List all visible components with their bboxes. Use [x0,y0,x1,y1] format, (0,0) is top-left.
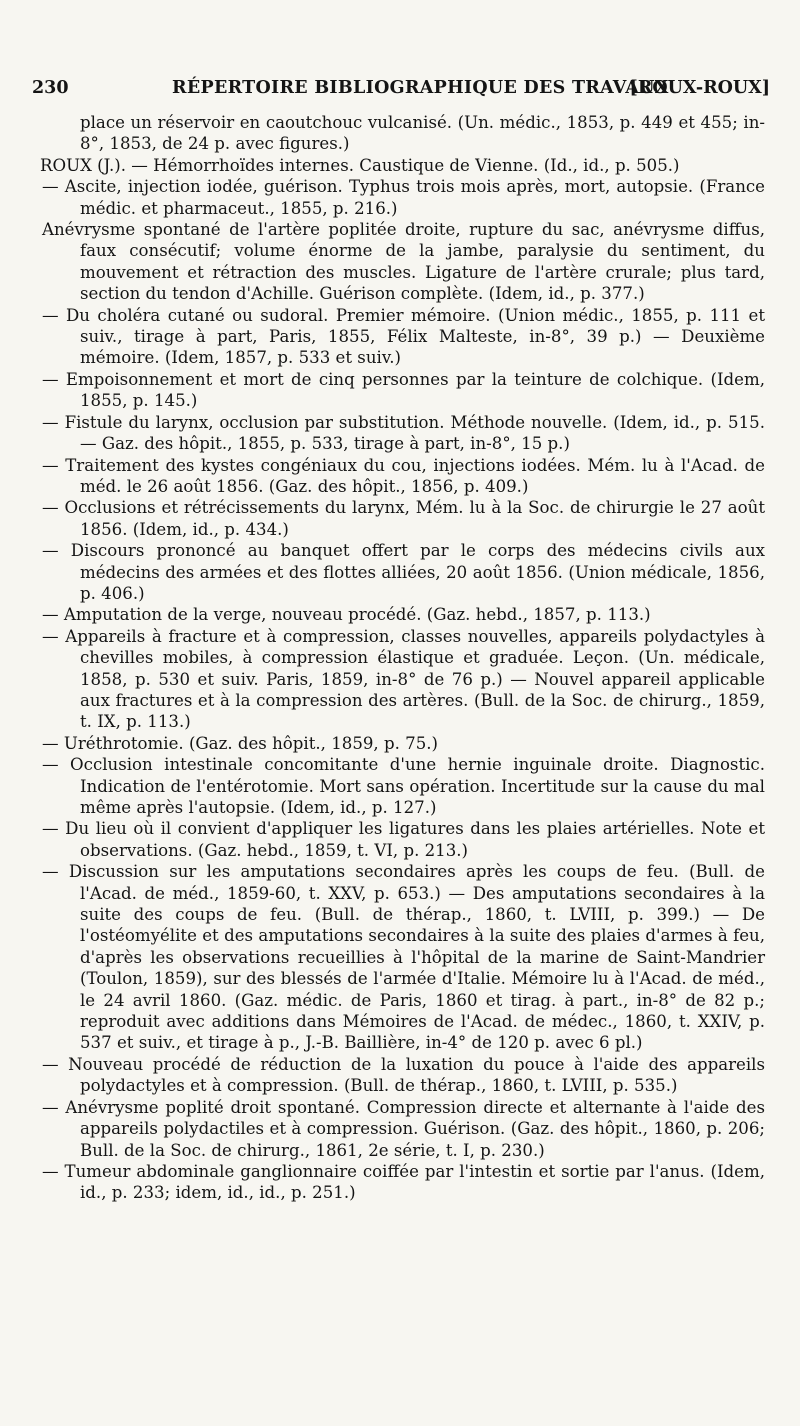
bibliography-entry: — Du lieu où il convient d'appliquer les ligatures dans les plaies artérielles. Note et observations. (Gaz. hebd., 1859, t. VI, p. 213.) [42,819,765,860]
bibliography-entry: — Traitement des kystes congéniaux du cou, injections iodées. Mém. lu à l'Acad. de méd. le 26 août 1856. (Gaz. des hôpit., 1856, p. 409.) [42,455,765,496]
bibliography-entry: — Du choléra cutané ou sudoral. Premier mémoire. (Union médic., 1855, p. 111 et suiv., tirage à part, Paris, 1855, Félix Malteste, in-8°, 39 p.) — Deuxième mémoire. (Idem, 1857, p. 533 et suiv.) [42,305,765,368]
bibliography-body [40,112,765,1204]
bibliography-entry: — Empoisonnement et mort de cinq personnes par la teinture de colchique. (Idem, 1855, p. 145.) [42,369,765,411]
bibliography-entry: — Fistule du larynx, occlusion par substitution. Méthode nouvelle. (Idem, id., p. 515. — Gaz. des hôpit., 1855, p. 533, tirage à part, in-8°, 15 p.) [42,412,765,454]
running-header [32,78,770,108]
bibliography-entry: — Uréthrotomie. (Gaz. des hôpit., 1859, p. 75.) [42,733,439,753]
bibliography-entry: — Discussion sur les amputations secondaires après les coups de feu. (Bull. de l'Acad. de méd., 1859-60, t. XXV, p. 653.) — Des amputations secondaires à la suite des coups de feu. (Bull. de thérap., 1860, t. LVIII, p. 399.) — De l'ostéomyélite et des amputations secondaires à la suite des plaies d'armes à feu, d'après les observations recueillies à l'hôpital de la marine de Saint-Mandrier (Toulon, 1859), sur des blessés de l'armée d'Italie. Mémoire lu à l'Acad. de méd., le 24 avril 1860. (Gaz. médic. de Paris, 1860 et tirag. à part., in-8° de 82 p.; reproduit avec additions dans Mémoires de l'Acad. de médec., 1860, t. XXIV, p. 537 et suiv., et tirage à p., J.-B. Baillière, in-4° de 120 p. avec 6 pl.) [42,862,765,1053]
bibliography-entry: place un réservoir en caoutchouc vulcanisé. (Un. médic., 1853, p. 449 et 455; in-8°, 1853, de 24 p. avec figures.) [80,113,765,154]
bibliography-entry: Anévrysme spontané de l'artère poplitée droite, rupture du sac, anévrysme diffus, faux consécutif; volume énorme de la jambe, paralysie du sentiment, du mouvement et rétraction des muscles. Ligature de l'artère crurale; plus tard, section du tendon d'Achille. Guérison complète. (Idem, id., p. 377.) [42,220,765,304]
bibliography-entry: — Tumeur abdominale ganglionnaire coiffée par l'intestin et sortie par l'anus. (Idem, id., p. 233; idem, id., id., p. 251.) [42,1161,765,1203]
bibliography-entry: — Appareils à fracture et à compression, classes nouvelles, appareils polydactyles à chevilles mobiles, à compression élastique et graduée. Leçon. (Un. médicale, 1858, p. 530 et suiv. Paris, 1859, in-8° de 76 p.) — Nouvel appareil applicable aux fractures et à la compression des artères. (Bull. de la Soc. de chirurg., 1859, t. IX, p. 113.) [42,626,765,732]
bibliography-entry: — Discours prononcé au banquet offert par le corps des médecins civils aux médecins des armées et des flottes alliées, 20 août 1856. (Union médicale, 1856, p. 406.) [42,541,765,603]
bibliography-entry: — Amputation de la verge, nouveau procédé. (Gaz. hebd., 1857, p. 113.) [42,605,651,625]
page-number: 230 [32,78,69,98]
running-title: RÉPERTOIRE BIBLIOGRAPHIQUE DES TRAVAUX [172,78,669,98]
author-entry: ROUX (J.). — Hémorrhoïdes internes. Caustique de Vienne. (Id., id., p. 505.) [40,155,680,175]
name-range: [ROUX-ROUX] [629,78,770,98]
bibliography-entry: — Occlusion intestinale concomitante d'une hernie inguinale droite. Diagnostic. Indication de l'entérotomie. Mort sans opération. Incertitude sur la cause du mal même après l'autopsie. (Idem, id., p. 127.) [42,755,765,817]
bibliography-entry: — Occlusions et rétrécissements du larynx, Mém. lu à la Soc. de chirurgie le 27 août 1856. (Idem, id., p. 434.) [42,498,765,539]
bibliography-entry: — Ascite, injection iodée, guérison. Typhus trois mois après, mort, autopsie. (France médic. et pharmaceut., 1855, p. 216.) [42,177,765,218]
bibliography-entry: — Anévrysme poplité droit spontané. Compression directe et alternante à l'aide des appareils polydactiles et à compression. Guérison. (Gaz. des hôpit., 1860, p. 206; Bull. de la Soc. de chirurg., 1861, 2e série, t. I, p. 230.) [42,1097,765,1160]
bibliography-entry: — Nouveau procédé de réduction de la luxation du pouce à l'aide des appareils polydactyles et à compression. (Bull. de thérap., 1860, t. LVIII, p. 535.) [42,1054,765,1096]
